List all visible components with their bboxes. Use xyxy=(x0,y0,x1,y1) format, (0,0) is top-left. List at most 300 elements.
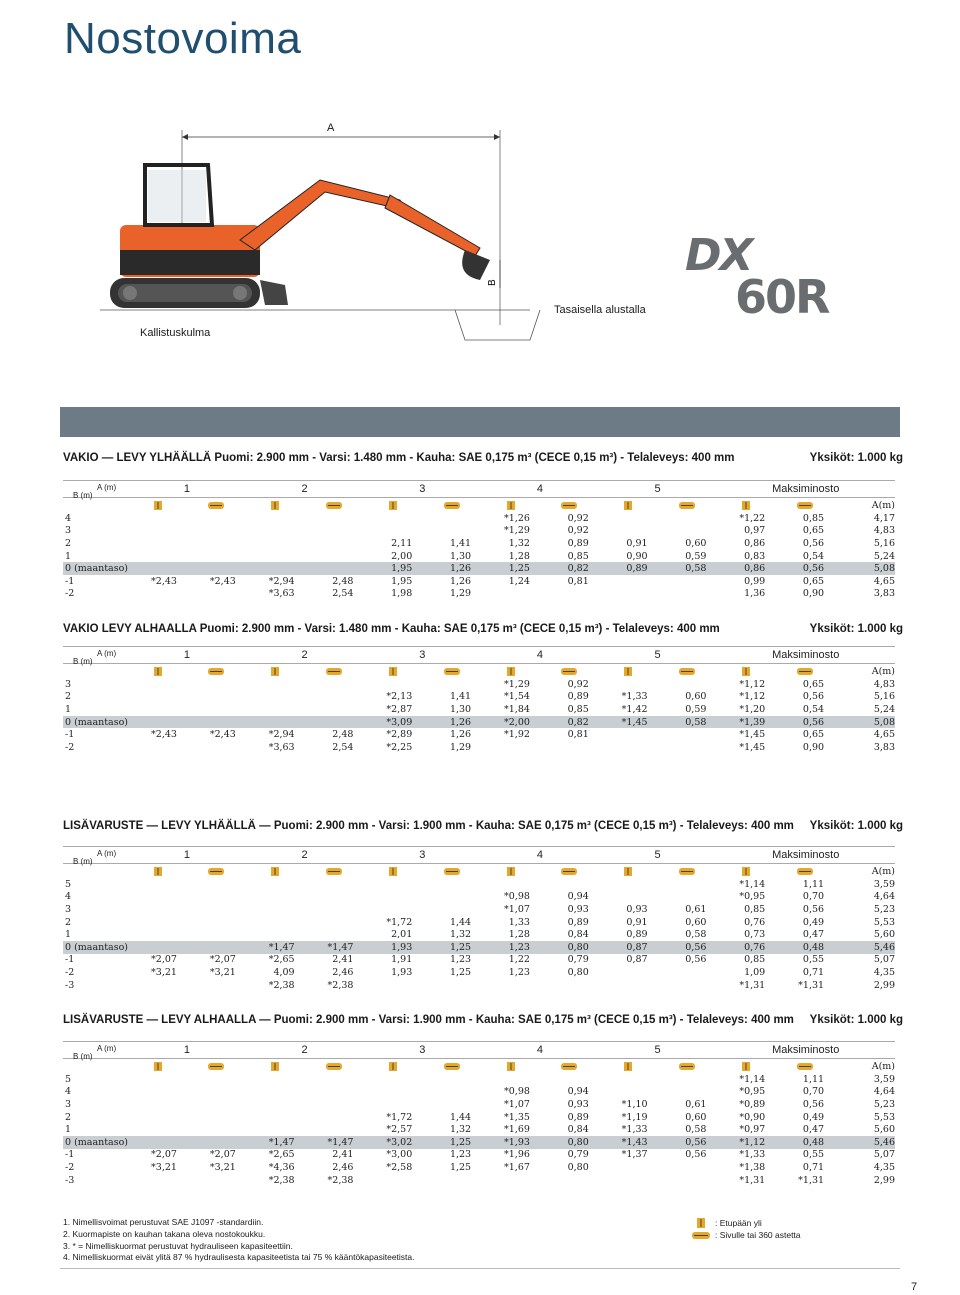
side-icon-cell xyxy=(187,864,246,879)
table-cell: 0,56 xyxy=(802,691,825,703)
section-heading xyxy=(63,623,903,635)
table-cell: *2,89 xyxy=(386,729,413,741)
table-cell: 0,70 xyxy=(802,891,825,903)
table-cell: 0,60 xyxy=(685,1111,707,1123)
table-cell: 1,28 xyxy=(508,929,530,941)
table-cell: 1,28 xyxy=(508,550,530,562)
table-row xyxy=(63,562,895,575)
table-cell: 5,60 xyxy=(873,929,895,941)
b-label-cell xyxy=(63,1052,128,1074)
column-header: 5 xyxy=(654,649,661,661)
table-cell: *1,54 xyxy=(504,691,530,703)
front-load-icon xyxy=(506,1061,516,1072)
table-cell: 1,24 xyxy=(508,575,530,587)
table-cell: 0,47 xyxy=(802,929,825,941)
table-cell: *1,47 xyxy=(246,1136,305,1149)
table-row xyxy=(63,741,895,754)
table-cell xyxy=(187,588,246,601)
table-cell: 1,22 xyxy=(508,954,530,966)
table-cell xyxy=(128,1123,187,1136)
table-cell: 0,56 xyxy=(685,1149,707,1161)
table-cell: 1,95 xyxy=(391,575,413,587)
row-label: 1 xyxy=(65,1124,72,1136)
row-label: 1 xyxy=(65,703,72,715)
table-cell: 0,93 xyxy=(567,1098,589,1110)
table-row xyxy=(63,1161,895,1174)
table-cell xyxy=(187,941,246,954)
table-cell xyxy=(246,928,305,941)
table-cell: 3,59 xyxy=(873,878,895,890)
table-cell: *1,33 xyxy=(621,1124,648,1136)
table-cell xyxy=(128,678,187,691)
table-cell xyxy=(128,1098,187,1111)
table-cell: 0,79 xyxy=(567,954,589,966)
column-header: 5 xyxy=(654,849,661,861)
table-cell: *1,12 xyxy=(716,1136,775,1149)
row-label: -2 xyxy=(65,966,75,978)
table-cell: *0,95 xyxy=(739,1086,766,1098)
front-icon-cell xyxy=(246,664,305,679)
table-cell: *0,97 xyxy=(739,1124,766,1136)
table-cell xyxy=(363,1174,422,1187)
a-m-label: A (m) xyxy=(97,849,117,858)
table-cell: *1,26 xyxy=(504,512,530,524)
table-cell xyxy=(128,878,187,891)
table-cell: 2,11 xyxy=(391,537,413,549)
side-icon-cell xyxy=(658,1059,717,1074)
section-heading xyxy=(63,1014,903,1026)
table-cell xyxy=(187,537,246,550)
tilt-angle-label: Kallistuskulma xyxy=(140,327,211,339)
table-cell xyxy=(246,550,305,563)
front-icon-cell xyxy=(246,864,305,879)
table-row xyxy=(63,1149,895,1162)
table-row xyxy=(63,966,895,979)
row-label: 2 xyxy=(65,691,72,703)
table-cell: 2,48 xyxy=(332,729,354,741)
table-cell xyxy=(481,741,540,754)
table-cell: 0,54 xyxy=(802,703,825,715)
column-header: 4 xyxy=(536,483,543,495)
front-load-icon xyxy=(388,666,398,677)
side-load-icon xyxy=(207,866,225,877)
table-cell xyxy=(305,512,364,525)
table-cell xyxy=(599,741,658,754)
table-cell: 0,58 xyxy=(685,1124,707,1136)
table-cell xyxy=(128,588,187,601)
table-cell xyxy=(305,903,364,916)
table-row xyxy=(63,1111,895,1124)
table-cell: 0,87 xyxy=(626,954,648,966)
front-icon-cell xyxy=(128,864,187,879)
table-cell: *3,21 xyxy=(151,1161,177,1173)
side-load-icon xyxy=(560,666,578,677)
table-cell: 0,59 xyxy=(685,550,707,562)
table-cell: *3,63 xyxy=(268,741,295,753)
table-cell: 1,91 xyxy=(391,954,413,966)
table-cell: 0,48 xyxy=(775,941,834,954)
table-cell xyxy=(422,525,481,538)
front-icon-cell xyxy=(363,664,422,679)
table-cell xyxy=(187,1174,246,1187)
front-icon-cell xyxy=(481,1059,540,1074)
table-row xyxy=(63,941,895,954)
page-title: Nostovoima xyxy=(64,14,302,63)
a-m-label: A (m) xyxy=(97,483,117,492)
side-icon-cell xyxy=(775,1059,834,1074)
table-cell xyxy=(363,878,422,891)
table-cell: *1,47 xyxy=(305,941,364,954)
table-cell xyxy=(658,678,717,691)
table-cell xyxy=(305,916,364,929)
table-cell: 1,30 xyxy=(449,550,472,562)
table-cell xyxy=(305,1098,364,1111)
table-cell: *3,63 xyxy=(268,588,295,600)
column-header: 3 xyxy=(419,1044,426,1056)
row-label: -3 xyxy=(65,1174,75,1186)
side-icon-cell xyxy=(305,1059,364,1074)
dimension-a-label: A xyxy=(327,122,335,134)
column-header: 3 xyxy=(419,849,426,861)
table-cell xyxy=(246,878,305,891)
table-cell xyxy=(599,1086,658,1099)
table-cell: 1,36 xyxy=(744,588,766,600)
table-cell: *2,58 xyxy=(386,1161,413,1173)
table-cell: *1,72 xyxy=(386,1111,413,1123)
table-cell: 0,55 xyxy=(802,954,825,966)
table-cell xyxy=(363,525,422,538)
side-load-icon xyxy=(560,500,578,511)
side-icon-cell xyxy=(187,1059,246,1074)
side-load-icon xyxy=(443,500,461,511)
max-reach-header: Maksiminosto xyxy=(772,649,840,661)
side-icon-cell xyxy=(540,864,599,879)
table-cell xyxy=(658,979,717,992)
table-cell: 0,60 xyxy=(685,691,707,703)
table-cell: 0,56 xyxy=(802,903,825,915)
row-label: 0 (maantaso) xyxy=(65,1136,129,1148)
column-header: 1 xyxy=(183,849,191,861)
table-cell xyxy=(246,1111,305,1124)
table-cell: *2,65 xyxy=(268,1149,295,1161)
table-cell xyxy=(363,1098,422,1111)
side-load-icon xyxy=(678,1061,696,1072)
table-cell xyxy=(599,575,658,588)
table-cell: 0,89 xyxy=(567,916,589,928)
side-load-icon xyxy=(678,500,696,511)
table-cell: 0,94 xyxy=(567,891,589,903)
table-cell xyxy=(422,678,481,691)
row-label: 3 xyxy=(65,525,72,537)
row-label: 2 xyxy=(65,537,72,549)
b-m-label: B (m) xyxy=(73,1052,93,1061)
side-icon-cell xyxy=(305,864,364,879)
table-cell: 1,11 xyxy=(802,1073,825,1085)
side-icon-cell xyxy=(187,498,246,513)
table-cell xyxy=(187,1098,246,1111)
front-load-icon xyxy=(623,1061,633,1072)
row-label: -3 xyxy=(65,979,75,991)
table-cell: 4,65 xyxy=(873,729,895,741)
row-label: 0 (maantaso) xyxy=(65,716,129,728)
table-cell xyxy=(658,1073,717,1086)
table-cell: 5,23 xyxy=(873,903,895,915)
section-heading xyxy=(63,452,903,464)
table-cell xyxy=(540,1174,599,1187)
table-cell: *1,10 xyxy=(621,1098,648,1110)
front-load-icon xyxy=(623,500,633,511)
table-cell: 0,56 xyxy=(802,1098,825,1110)
table-row xyxy=(63,891,895,904)
table-cell xyxy=(599,966,658,979)
front-icon-cell xyxy=(716,498,775,513)
table-cell: *1,07 xyxy=(504,903,530,915)
table-cell xyxy=(305,1111,364,1124)
table-cell: *1,29 xyxy=(504,678,530,690)
table-cell xyxy=(422,891,481,904)
table-cell: *1,33 xyxy=(621,691,648,703)
front-load-icon xyxy=(388,866,398,877)
table-cell xyxy=(128,703,187,716)
table-cell xyxy=(187,1136,246,1149)
table-cell: 5,24 xyxy=(873,550,895,562)
table-cell xyxy=(422,1086,481,1099)
table-cell xyxy=(246,1086,305,1099)
table-cell xyxy=(305,550,364,563)
table-cell: 0,58 xyxy=(658,562,717,575)
side-load-icon xyxy=(325,666,343,677)
front-load-icon xyxy=(270,866,280,877)
table-cell: 1,29 xyxy=(449,741,472,753)
side-icon-cell xyxy=(422,664,481,679)
table-cell: 0,56 xyxy=(685,954,707,966)
table-cell: 1,44 xyxy=(449,916,472,928)
table-cell: *2,07 xyxy=(209,1149,236,1161)
table-cell xyxy=(246,525,305,538)
table-row xyxy=(63,716,895,729)
table-cell: 0,86 xyxy=(744,537,766,549)
front-icon-cell xyxy=(481,498,540,513)
front-icon-cell xyxy=(599,498,658,513)
row-label: 3 xyxy=(65,678,72,690)
table-cell xyxy=(599,1073,658,1086)
footer-divider xyxy=(60,1268,900,1269)
front-load-icon xyxy=(741,866,751,877)
table-cell xyxy=(658,741,717,754)
table-cell xyxy=(187,928,246,941)
table-row xyxy=(63,903,895,916)
table-cell xyxy=(128,741,187,754)
table-cell: 0,65 xyxy=(802,525,825,537)
table-cell xyxy=(246,678,305,691)
column-header: 1 xyxy=(183,483,191,495)
table-row xyxy=(63,1123,895,1136)
table-cell: *1,47 xyxy=(246,941,305,954)
table-cell xyxy=(599,979,658,992)
table-cell: 0,80 xyxy=(540,941,599,954)
section-heading-text: VAKIO — LEVY YLHÄÄLLÄ Puomi: 2.900 mm - Varsi: 1.480 mm - Kauha: SAE 0,175 m³ (CECE 0,15 m³) - Telaleveys: 400 mm xyxy=(63,452,735,464)
table-cell: 0,60 xyxy=(685,537,707,549)
a-m-header: A(m) xyxy=(871,499,895,511)
table-cell: 2,54 xyxy=(332,588,354,600)
table-cell: 0,56 xyxy=(775,562,834,575)
side-icon-cell xyxy=(775,498,834,513)
table-cell: *0,98 xyxy=(504,891,530,903)
table-cell: *1,20 xyxy=(739,703,766,715)
table-cell: 0,86 xyxy=(716,562,775,575)
side-icon-cell xyxy=(540,664,599,679)
legend xyxy=(690,1217,801,1241)
table-cell: 0,82 xyxy=(540,716,599,729)
table-cell xyxy=(128,512,187,525)
table-cell xyxy=(422,979,481,992)
column-header: 3 xyxy=(419,649,426,661)
column-header: 4 xyxy=(536,849,543,861)
table-cell: *1,47 xyxy=(305,1136,364,1149)
table-cell xyxy=(599,1161,658,1174)
table-cell: 0,58 xyxy=(685,929,707,941)
table-cell: 3,59 xyxy=(873,1073,895,1085)
table-cell: 1,26 xyxy=(422,716,481,729)
front-load-icon xyxy=(741,500,751,511)
table-cell: 2,46 xyxy=(332,966,354,978)
table-cell: 0,60 xyxy=(685,916,707,928)
side-load-icon xyxy=(325,1061,343,1072)
table-cell xyxy=(187,979,246,992)
table-cell: *2,38 xyxy=(327,979,354,991)
table-cell xyxy=(305,691,364,704)
table-cell xyxy=(658,728,717,741)
table-cell xyxy=(599,1174,658,1187)
row-label: -1 xyxy=(65,954,75,966)
table-cell xyxy=(305,1086,364,1099)
table-cell xyxy=(187,1123,246,1136)
table-row xyxy=(63,878,895,891)
row-label: 3 xyxy=(65,1098,72,1110)
side-icon-cell xyxy=(422,864,481,879)
table-cell: 0,55 xyxy=(802,1149,825,1161)
table-row xyxy=(63,1174,895,1187)
table-cell: 1,23 xyxy=(508,966,530,978)
table-row xyxy=(63,1136,895,1149)
row-label: 1 xyxy=(65,550,72,562)
b-label-cell xyxy=(63,491,128,513)
section-heading-text: VAKIO LEVY ALHAALLA Puomi: 2.900 mm - Varsi: 1.480 mm - Kauha: SAE 0,175 m³ (CECE 0,15 m³) - Telaleveys: 400 mm xyxy=(63,623,720,635)
table-cell: 0,80 xyxy=(567,966,589,978)
table-cell: 2,54 xyxy=(332,741,354,753)
table-row xyxy=(63,575,895,588)
table-cell: *1,31 xyxy=(739,1174,766,1186)
table-cell xyxy=(246,1098,305,1111)
table-cell: 1,25 xyxy=(449,966,472,978)
table-cell xyxy=(128,1111,187,1124)
front-load-icon xyxy=(506,666,516,677)
table-cell: *0,95 xyxy=(739,891,766,903)
table-cell xyxy=(128,941,187,954)
side-load-icon xyxy=(207,666,225,677)
table-row xyxy=(63,512,895,525)
table-cell xyxy=(305,1123,364,1136)
table-row xyxy=(63,525,895,538)
front-icon-cell xyxy=(599,664,658,679)
table-cell: 0,81 xyxy=(567,729,589,741)
table-cell: 1,93 xyxy=(391,966,413,978)
side-load-icon xyxy=(325,866,343,877)
table-cell xyxy=(187,878,246,891)
table-cell xyxy=(658,575,717,588)
column-header: 5 xyxy=(654,1044,661,1056)
table-cell xyxy=(599,512,658,525)
side-load-icon xyxy=(796,866,814,877)
table-cell: 0,47 xyxy=(802,1124,825,1136)
table-cell: 1,11 xyxy=(802,878,825,890)
table-cell xyxy=(246,716,305,729)
table-cell: *1,45 xyxy=(739,729,766,741)
footnote: 1. Nimellisvoimat perustuvat SAE J1097 -standardiin. xyxy=(63,1217,264,1227)
side-load-icon xyxy=(796,1061,814,1072)
table-cell: 0,92 xyxy=(567,525,589,537)
column-header: 5 xyxy=(654,483,661,495)
front-icon-cell xyxy=(481,664,540,679)
units-label: Yksiköt: 1.000 kg xyxy=(809,623,903,635)
table-cell: *1,29 xyxy=(504,525,530,537)
table-cell: 5,07 xyxy=(873,1149,895,1161)
table-cell: 1,25 xyxy=(449,1161,472,1173)
front-icon-cell xyxy=(716,1059,775,1074)
table-cell xyxy=(363,678,422,691)
table-cell: 5,08 xyxy=(834,716,895,729)
table-cell: *2,00 xyxy=(481,716,540,729)
table-cell xyxy=(599,728,658,741)
table-cell: 0,82 xyxy=(540,562,599,575)
table-cell xyxy=(540,1073,599,1086)
table-cell: 2,99 xyxy=(873,979,895,991)
table-cell xyxy=(422,878,481,891)
table-cell xyxy=(599,525,658,538)
footnotes xyxy=(63,1217,415,1264)
table-cell: 1,33 xyxy=(508,916,530,928)
side-load-icon xyxy=(678,866,696,877)
table-cell: 5,08 xyxy=(834,562,895,575)
table-row xyxy=(63,954,895,967)
table-cell: 0,92 xyxy=(567,678,589,690)
a-m-header: A(m) xyxy=(871,1060,895,1072)
table-cell: *0,90 xyxy=(739,1111,766,1123)
table-cell: 0,83 xyxy=(744,550,766,562)
table-cell: 0,56 xyxy=(802,537,825,549)
table-cell: 1,25 xyxy=(422,1136,481,1149)
table-cell xyxy=(658,1086,717,1099)
table-cell: *1,14 xyxy=(739,1073,766,1085)
table-cell xyxy=(187,512,246,525)
table-cell xyxy=(305,878,364,891)
table-cell xyxy=(128,716,187,729)
table-cell: 0,84 xyxy=(567,929,589,941)
table-cell: 0,56 xyxy=(658,941,717,954)
table-cell: *1,12 xyxy=(739,678,766,690)
flat-ground-label: Tasaisella alustalla xyxy=(554,304,646,316)
table-cell: *2,43 xyxy=(151,729,177,741)
table-cell xyxy=(246,562,305,575)
b-label-cell xyxy=(63,857,128,879)
table-cell xyxy=(305,678,364,691)
table-cell xyxy=(187,741,246,754)
b-m-label: B (m) xyxy=(73,657,93,666)
table-cell: 1,32 xyxy=(449,929,472,941)
table-cell xyxy=(658,891,717,904)
column-header: 1 xyxy=(183,649,191,661)
front-icon-cell xyxy=(246,498,305,513)
